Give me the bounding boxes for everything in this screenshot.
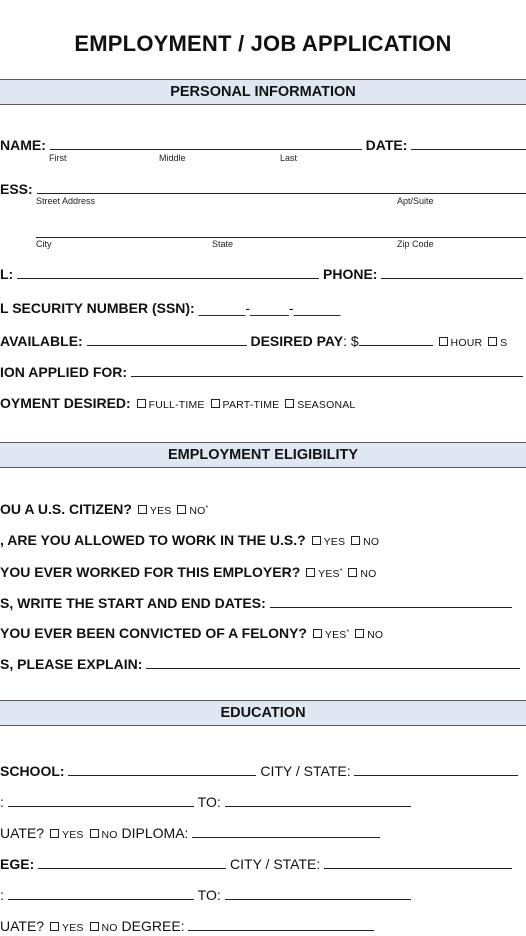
position-field[interactable] <box>131 363 523 377</box>
college-city-state-label: CITY / STATE: <box>230 856 321 872</box>
authorized-no-label: NO <box>363 536 380 548</box>
hour-option: HOUR <box>450 337 483 349</box>
felony-row <box>0 625 383 643</box>
first-name-caption: First <box>49 153 67 163</box>
citizen-row <box>0 501 208 519</box>
salary-option: S <box>500 337 508 349</box>
desired-pay-label: DESIRED PAY <box>250 333 344 349</box>
felony-yes-checkbox[interactable] <box>313 629 322 638</box>
college-label: EGE: <box>0 856 35 872</box>
ssn-field[interactable]: ______-_____-______ <box>198 300 341 316</box>
citizen-no-checkbox[interactable] <box>177 505 186 514</box>
name-row <box>0 136 526 153</box>
seasonal-option: SEASONAL <box>297 399 356 411</box>
last-name-caption: Last <box>280 153 298 163</box>
college-row <box>0 855 512 872</box>
college-graduate-no-label: NO <box>101 922 118 934</box>
school-dates-row <box>0 793 411 810</box>
high-school-row <box>0 762 518 779</box>
email-phone-row <box>0 265 523 282</box>
explain-row <box>0 655 520 672</box>
salary-checkbox[interactable] <box>488 337 497 346</box>
employment-type-row <box>0 395 355 413</box>
street-caption: Street Address <box>36 196 96 206</box>
date-label: DATE: <box>365 137 408 153</box>
prior-employment-row <box>0 564 377 582</box>
full-time-option: FULL-TIME <box>148 399 205 411</box>
college-dates-row <box>0 886 411 903</box>
college-graduate-label: UATE? <box>0 918 45 934</box>
school-graduate-yes-checkbox[interactable] <box>50 829 59 838</box>
street-address-field[interactable] <box>37 180 526 194</box>
phone-label: PHONE: <box>323 266 378 282</box>
section-header-personal: PERSONAL INFORMATION <box>0 79 526 105</box>
school-graduate-no-label: NO <box>101 829 118 841</box>
degree-label: DEGREE: <box>121 918 185 934</box>
start-end-dates-label: S, WRITE THE START AND END DATES: <box>0 595 266 611</box>
position-row <box>0 363 523 380</box>
section-header-eligibility: EMPLOYMENT ELIGIBILITY <box>0 442 526 468</box>
felony-yes-label: YES <box>324 629 347 641</box>
prior-employment-question: YOU EVER WORKED FOR THIS EMPLOYER? <box>0 564 301 580</box>
college-city-state-field[interactable] <box>324 855 512 869</box>
citizen-question: OU A U.S. CITIZEN? <box>0 501 132 517</box>
felony-no-checkbox[interactable] <box>355 629 364 638</box>
zip-caption: Zip Code <box>397 239 434 249</box>
school-field[interactable] <box>68 762 256 776</box>
state-caption: State <box>212 239 234 249</box>
prior-yes-footnote: * <box>339 568 343 575</box>
school-graduate-label: UATE? <box>0 825 45 841</box>
diploma-label: DIPLOMA: <box>121 825 189 841</box>
school-graduate-yes-label: YES <box>61 829 84 841</box>
phone-field[interactable] <box>381 265 523 279</box>
school-to-label: TO: <box>197 794 221 810</box>
name-label: NAME: <box>0 137 46 153</box>
name-field[interactable] <box>50 136 362 150</box>
citizen-yes-checkbox[interactable] <box>138 505 147 514</box>
college-field[interactable] <box>38 855 226 869</box>
explain-field[interactable] <box>146 655 520 669</box>
available-label: AVAILABLE: <box>0 333 83 349</box>
availability-row <box>0 332 507 351</box>
seasonal-checkbox[interactable] <box>285 399 294 408</box>
college-to-label: TO: <box>197 887 221 903</box>
form-title: EMPLOYMENT / JOB APPLICATION <box>74 31 452 56</box>
prior-no-checkbox[interactable] <box>348 568 357 577</box>
authorized-yes-checkbox[interactable] <box>312 536 321 545</box>
start-end-dates-row <box>0 594 512 611</box>
ssn-row <box>0 300 340 316</box>
college-from-field[interactable] <box>8 886 194 900</box>
college-graduate-no-checkbox[interactable] <box>90 922 99 931</box>
school-to-field[interactable] <box>225 793 411 807</box>
city-state-zip-field[interactable] <box>36 237 526 238</box>
school-label: SCHOOL: <box>0 763 65 779</box>
start-end-dates-field[interactable] <box>270 594 512 608</box>
prior-yes-checkbox[interactable] <box>306 568 315 577</box>
college-to-field[interactable] <box>225 886 411 900</box>
email-label: L: <box>0 266 14 282</box>
school-graduate-no-checkbox[interactable] <box>90 829 99 838</box>
citizen-yes-label: YES <box>149 505 172 517</box>
felony-yes-footnote: * <box>346 629 350 636</box>
email-field[interactable] <box>17 265 319 279</box>
college-graduate-yes-label: YES <box>61 922 84 934</box>
full-time-checkbox[interactable] <box>137 399 146 408</box>
address-label: ESS: <box>0 181 33 197</box>
prior-no-label: NO <box>360 568 377 580</box>
employment-desired-label: OYMENT DESIRED: <box>0 395 131 411</box>
college-graduate-yes-checkbox[interactable] <box>50 922 59 931</box>
school-city-state-field[interactable] <box>354 762 518 776</box>
authorized-no-checkbox[interactable] <box>351 536 360 545</box>
prior-yes-label: YES <box>318 568 340 580</box>
degree-field[interactable] <box>188 917 374 931</box>
address-row <box>0 180 526 197</box>
diploma-field[interactable] <box>192 824 380 838</box>
hour-checkbox[interactable] <box>439 337 448 346</box>
part-time-checkbox[interactable] <box>211 399 220 408</box>
apt-caption: Apt/Suite <box>397 196 434 206</box>
explain-label: S, PLEASE EXPLAIN: <box>0 656 143 672</box>
available-date-field[interactable] <box>87 332 247 346</box>
felony-no-label: NO <box>367 629 384 641</box>
school-from-label: : <box>0 794 4 810</box>
date-field[interactable] <box>411 136 526 150</box>
school-graduate-row <box>0 824 380 843</box>
middle-name-caption: Middle <box>159 153 186 163</box>
citizen-no-label: NO <box>189 505 206 517</box>
felony-question: YOU EVER BEEN CONVICTED OF A FELONY? <box>0 625 307 641</box>
school-from-field[interactable] <box>8 793 194 807</box>
work-authorization-question: , ARE YOU ALLOWED TO WORK IN THE U.S.? <box>0 532 306 548</box>
pay-dollar-sign: : $ <box>343 333 359 349</box>
citizen-no-footnote: * <box>205 505 209 512</box>
desired-pay-field[interactable] <box>359 332 433 346</box>
city-caption: City <box>36 239 52 249</box>
authorized-yes-label: YES <box>323 536 346 548</box>
ssn-label: L SECURITY NUMBER (SSN): <box>0 300 195 316</box>
school-city-state-label: CITY / STATE: <box>260 763 351 779</box>
work-authorization-row <box>0 532 379 550</box>
college-graduate-row <box>0 917 374 936</box>
part-time-option: PART-TIME <box>222 399 280 411</box>
college-from-label: : <box>0 887 4 903</box>
position-label: ION APPLIED FOR: <box>0 364 128 380</box>
section-header-education: EDUCATION <box>0 700 526 726</box>
